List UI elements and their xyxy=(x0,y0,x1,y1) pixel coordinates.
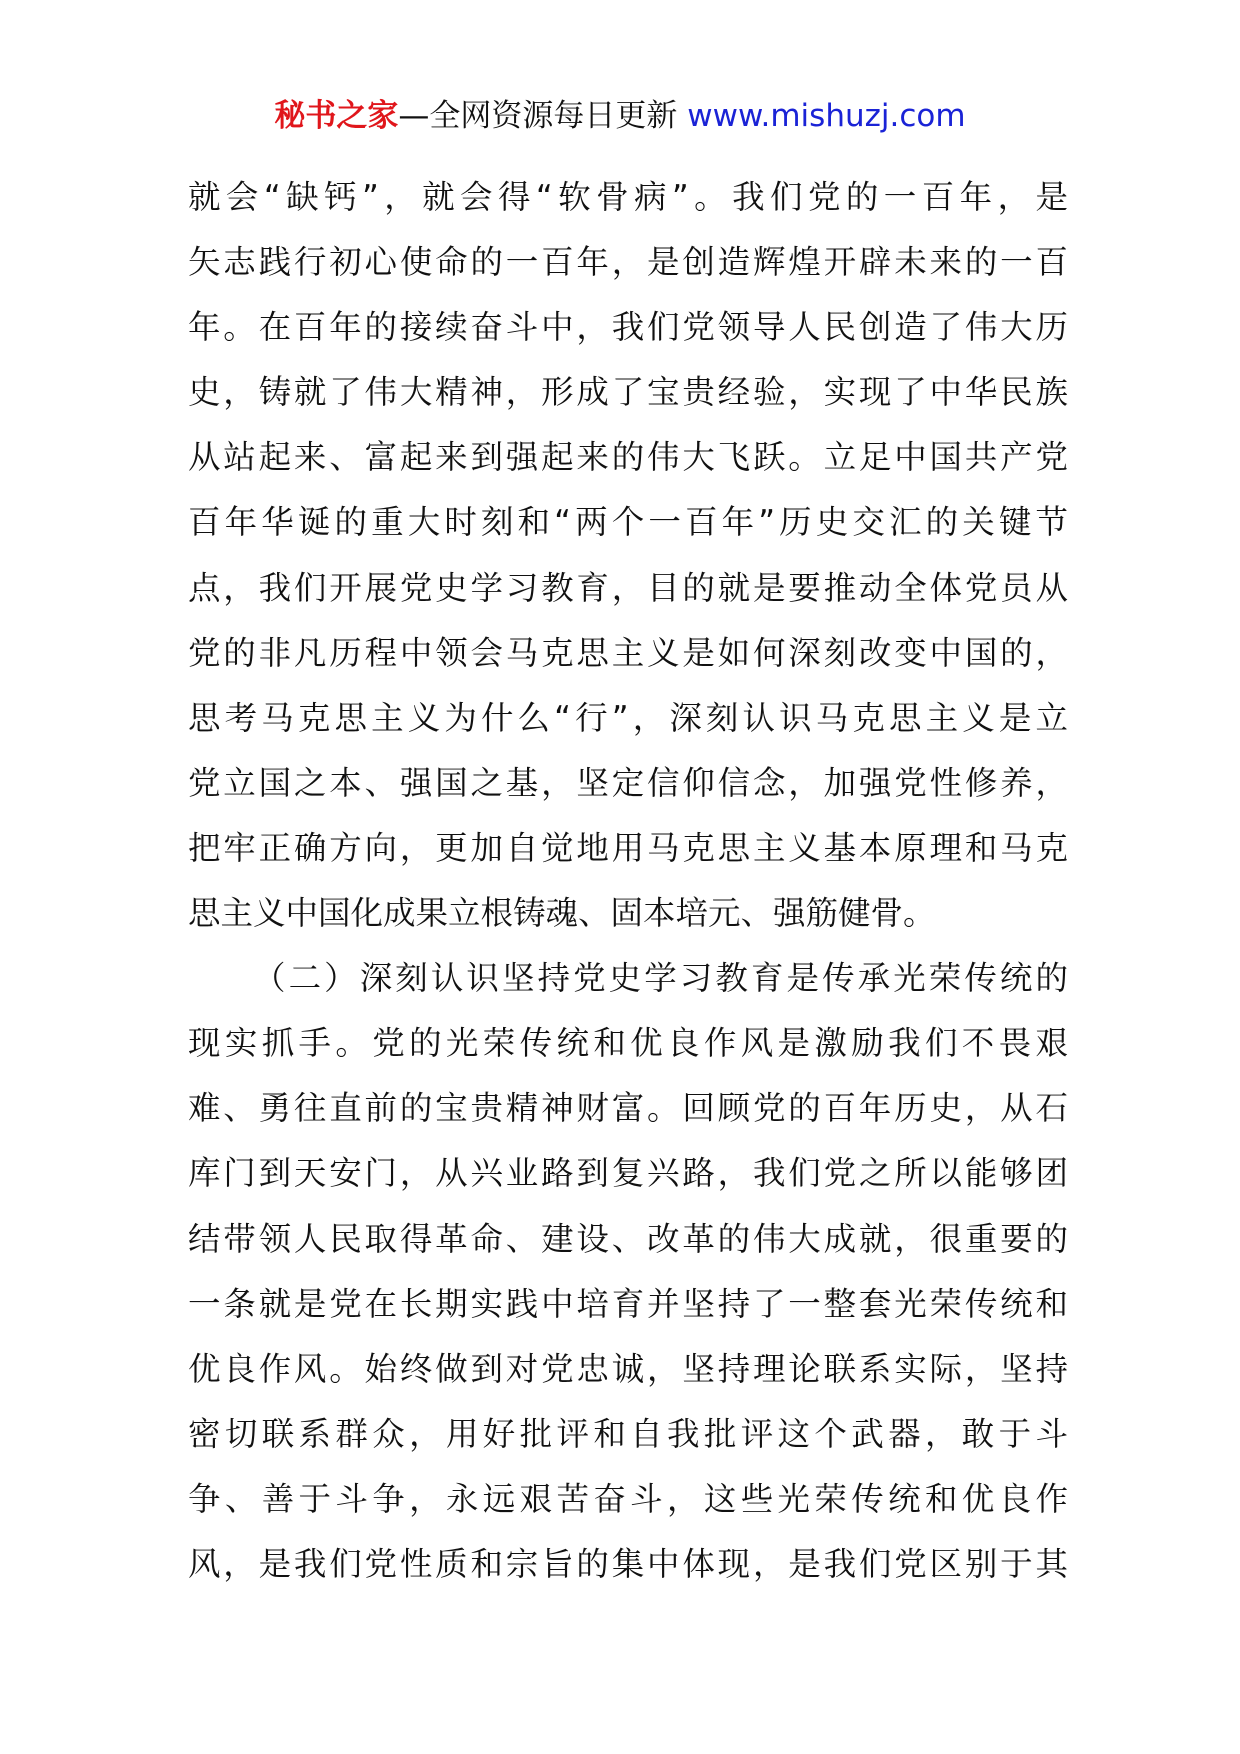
text-line: 优良作风。始终做到对党忠诚，坚持理论联系实际，坚持 xyxy=(188,1349,1068,1388)
text-line: 现实抓手。党的光荣传统和优良作风是激励我们不畏艰 xyxy=(188,1024,1068,1063)
text-line: 把牢正确方向，更加自觉地用马克思主义基本原理和马克 xyxy=(188,828,1068,867)
text-line: 年。在百年的接续奋斗中，我们党领导人民创造了伟大历 xyxy=(188,308,1068,347)
paragraph-1 xyxy=(188,165,1068,946)
text-line: 党的非凡历程中领会马克思主义是如何深刻改变中国的， xyxy=(188,633,1068,672)
document-body xyxy=(188,165,1068,1597)
text-line: 密切联系群众，用好批评和自我批评这个武器，敢于斗 xyxy=(188,1414,1068,1453)
text-line: 点，我们开展党史学习教育，目的就是要推动全体党员从 xyxy=(188,568,1068,607)
text-line: 一条就是党在长期实践中培育并坚持了一整套光荣传统和 xyxy=(188,1284,1068,1323)
paragraph-2 xyxy=(188,946,1068,1597)
text-line: 争、善于斗争，永远艰苦奋斗，这些光荣传统和优良作 xyxy=(188,1479,1068,1518)
text-line: 难、勇往直前的宝贵精神财富。回顾党的百年历史，从石 xyxy=(188,1089,1068,1128)
text-line: 库门到天安门，从兴业路到复兴路，我们党之所以能够团 xyxy=(188,1154,1068,1193)
brand-name: 秘书之家 xyxy=(274,98,399,134)
text-line: 从站起来、富起来到强起来的伟大飞跃。立足中国共产党 xyxy=(188,438,1068,477)
text-line: 党立国之本、强国之基，坚定信仰信念，加强党性修养， xyxy=(188,763,1068,802)
text-line: 史，铸就了伟大精神，形成了宝贵经验，实现了中华民族 xyxy=(188,373,1068,412)
text-line: （二）深刻认识坚持党史学习教育是传承光荣传统的 xyxy=(253,959,1068,998)
text-line: 矢志践行初心使命的一百年，是创造辉煌开辟未来的一百 xyxy=(188,243,1068,282)
text-line: 风，是我们党性质和宗旨的集中体现，是我们党区别于其 xyxy=(188,1544,1068,1583)
page-header xyxy=(0,96,1240,136)
website-link[interactable]: www.mishuzj.com xyxy=(687,98,966,134)
text-line: 思考马克思主义为什么“行”，深刻认识马克思主义是立 xyxy=(188,698,1068,737)
text-line: 思主义中国化成果立根铸魂、固本培元、强筋健骨。 xyxy=(188,894,936,933)
header-tagline: —全网资源每日更新 xyxy=(398,98,688,134)
text-line: 结带领人民取得革命、建设、改革的伟大成就，很重要的 xyxy=(188,1219,1068,1258)
text-line: 就会“缺钙”，就会得“软骨病”。我们党的一百年，是 xyxy=(188,178,1068,216)
text-line: 百年华诞的重大时刻和“两个一百年”历史交汇的关键节 xyxy=(188,503,1068,542)
